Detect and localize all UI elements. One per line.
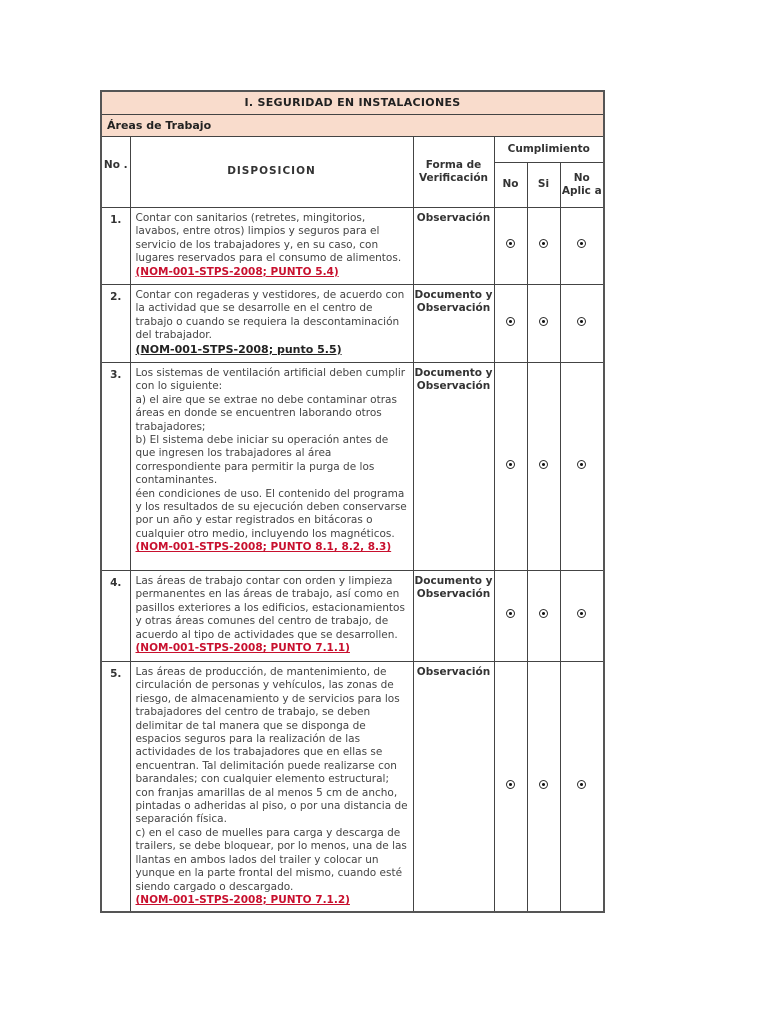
disposicion-text: Contar con regaderas y vestidores, de acuerdo con la actividad que se desarrolle en el centro de trabajo o cuando se requiera la descontaminación del trabajador.: [135, 289, 405, 342]
header-cumplimiento: Cumplimiento: [494, 137, 604, 163]
disposicion-text: Los sistemas de ventilación artificial deben cumplir con lo siguiente:: [135, 367, 406, 393]
table-row: [101, 208, 604, 285]
header-option-no-aplica: No Aplic a: [560, 163, 604, 208]
norm-reference-link[interactable]: (NOM-001-STPS-2008; PUNTO 5.4): [135, 265, 339, 278]
cell-option-no-aplica: [560, 662, 604, 913]
table-row: [101, 662, 604, 913]
radio-option-si[interactable]: [539, 780, 548, 789]
radio-option-no-aplica[interactable]: [577, 317, 586, 326]
cell-option-si: [527, 662, 560, 913]
row-disposicion: [130, 662, 413, 913]
row-disposicion: [130, 571, 413, 662]
disposicion-text: a) el aire que se extrae no debe contaminar otras áreas en donde se encuentren laborando otros trabajadores;: [135, 393, 397, 433]
table-body: [101, 208, 604, 913]
radio-option-no[interactable]: [506, 317, 515, 326]
table-row: [101, 363, 604, 571]
section-title: I. SEGURIDAD EN INSTALACIONES: [101, 91, 604, 115]
radio-option-no-aplica[interactable]: [577, 460, 586, 469]
disposicion-text: b) El sistema debe iniciar su operación antes de que ingresen los trabajadores al área correspondiente para permitir la purga de los contaminantes.: [135, 434, 389, 487]
radio-option-no[interactable]: [506, 460, 515, 469]
norm-reference-link[interactable]: (NOM-001-STPS-2008; PUNTO 7.1.1): [135, 642, 350, 655]
cell-option-no-aplica: [560, 208, 604, 285]
row-disposicion: [130, 285, 413, 363]
norm-reference-link[interactable]: (NOM-001-STPS-2008; punto 5.5): [135, 342, 342, 356]
radio-option-si[interactable]: [539, 317, 548, 326]
row-number: 2.: [101, 285, 130, 363]
checklist-table: [100, 90, 605, 913]
cell-option-no: [494, 662, 527, 913]
row-disposicion: [130, 363, 413, 571]
cell-option-no-aplica: [560, 285, 604, 363]
row-number: 4.: [101, 571, 130, 662]
header-option-no: No: [494, 163, 527, 208]
row-number: 5.: [101, 662, 130, 913]
radio-option-si[interactable]: [539, 239, 548, 248]
row-number: 3.: [101, 363, 130, 571]
row-disposicion: [130, 208, 413, 285]
header-forma-verificacion: Forma de Verificación: [413, 137, 494, 208]
cell-option-si: [527, 571, 560, 662]
norm-reference-link[interactable]: (NOM-001-STPS-2008; PUNTO 7.1.2): [135, 893, 350, 906]
header-disposicion: DISPOSICION: [130, 137, 413, 208]
header-no: No .: [101, 137, 130, 208]
disposicion-text: éen condiciones de uso. El contenido del programa y los resultados de su ejecución deben conservarse por un año y estar registrados en bitácoras o cualquier otro medio, incluyendo los magnéticos.: [135, 487, 407, 540]
cell-option-no: [494, 571, 527, 662]
radio-option-no[interactable]: [506, 609, 515, 618]
cell-option-no-aplica: [560, 363, 604, 571]
radio-option-si[interactable]: [539, 460, 548, 469]
row-forma-verificacion: Observación: [413, 662, 494, 913]
norm-reference-link[interactable]: (NOM-001-STPS-2008; PUNTO 8.1, 8.2, 8.3): [135, 541, 392, 554]
disposicion-text: Las áreas de producción, de mantenimiento, de circulación de personas y vehículos, las zonas de riesgo, de almacenamiento y de servicios para los trabajadores del centro de trabajo, se deben delimitar de tal manera que se disponga de espacios seguros para la realización de las actividades de los trabajadores que en ellas se encuentran. Tal delimitación puede realizarse con barandales; con cualquier elemento estructural; con franjas amarillas de al menos 5 cm de ancho, pintadas o adheridas al piso, o por una distancia de separación física.: [135, 666, 408, 826]
form-container: [100, 90, 603, 913]
cell-option-no: [494, 208, 527, 285]
row-forma-verificacion: Documento y Observación: [413, 363, 494, 571]
radio-option-no-aplica[interactable]: [577, 239, 586, 248]
radio-option-no[interactable]: [506, 239, 515, 248]
radio-option-no-aplica[interactable]: [577, 609, 586, 618]
row-forma-verificacion: Observación: [413, 208, 494, 285]
subsection-title: Áreas de Trabajo: [101, 115, 604, 137]
row-forma-verificacion: Documento y Observación: [413, 285, 494, 363]
radio-option-no[interactable]: [506, 780, 515, 789]
table-row: [101, 571, 604, 662]
cell-option-no-aplica: [560, 571, 604, 662]
disposicion-text: Contar con sanitarios (retretes, mingitorios, lavabos, entre otros) limpios y seguros para el servicio de los trabajadores y, en su caso, con lugares reservados para el consumo de alimentos.: [135, 212, 402, 265]
cell-option-no: [494, 363, 527, 571]
row-number: 1.: [101, 208, 130, 285]
header-option-si: Si: [527, 163, 560, 208]
table-row: [101, 285, 604, 363]
radio-option-si[interactable]: [539, 609, 548, 618]
cell-option-si: [527, 208, 560, 285]
cell-option-si: [527, 363, 560, 571]
cell-option-si: [527, 285, 560, 363]
disposicion-text: Las áreas de trabajo contar con orden y limpieza permanentes en las áreas de trabajo, así como en pasillos exteriores a los edificios, estacionamientos y otras áreas comunes del centro de trabajo, de acuerdo al tipo de actividades que se desarrollen.: [135, 575, 405, 641]
disposicion-text: c) en el caso de muelles para carga y descarga de trailers, se debe bloquear, por lo menos, una de las llantas en ambos lados del trailer y colocar un yunque en la parte frontal del mismo, cuando esté siendo cargado o descargado.: [135, 826, 407, 893]
radio-option-no-aplica[interactable]: [577, 780, 586, 789]
row-forma-verificacion: Documento y Observación: [413, 571, 494, 662]
cell-option-no: [494, 285, 527, 363]
